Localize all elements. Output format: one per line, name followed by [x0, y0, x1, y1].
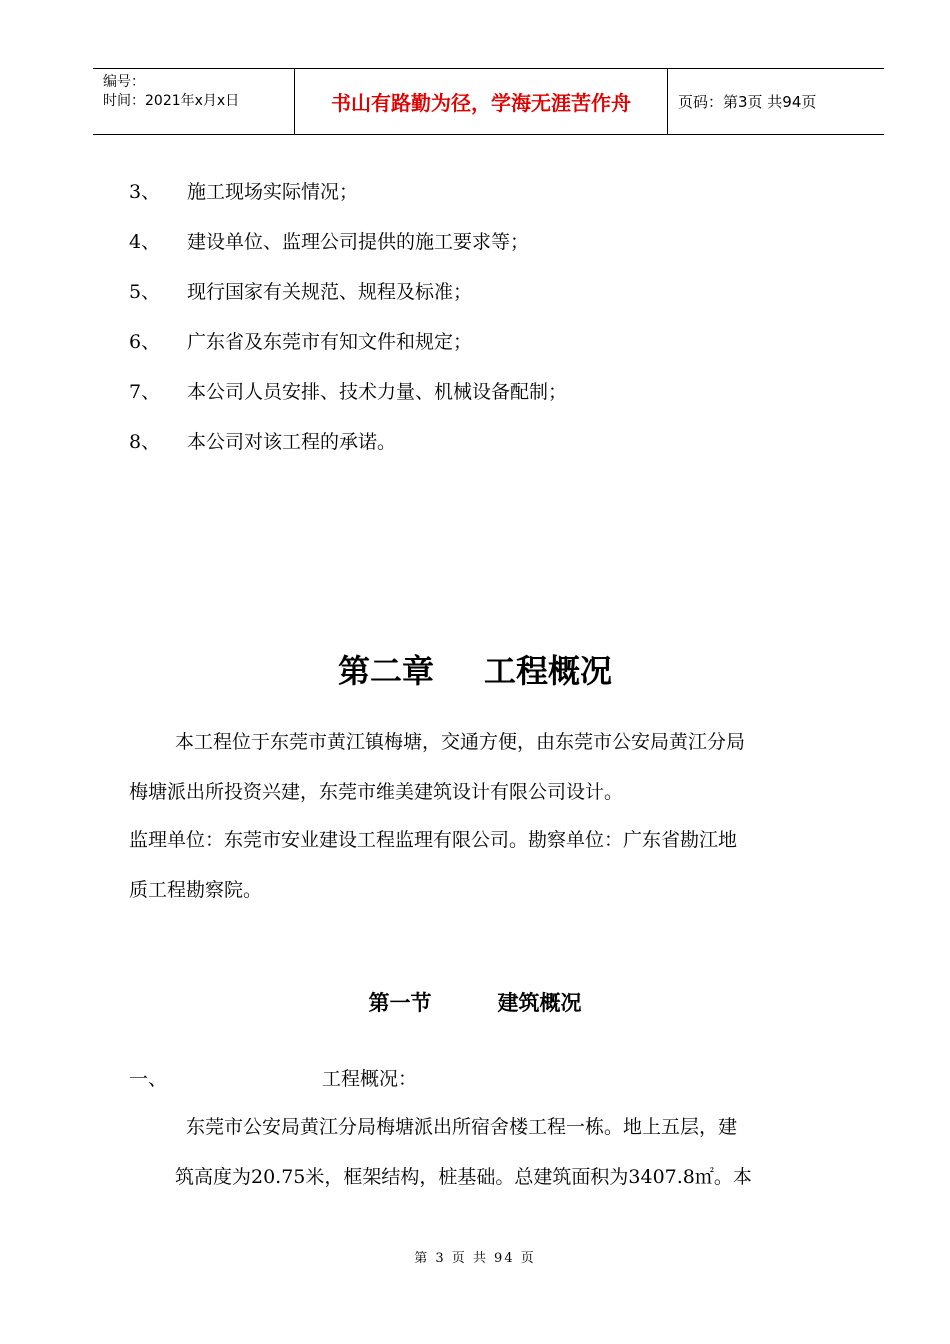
intro-line-1: 本工程位于东莞市黄江镇梅塘，交通方便，由东莞市公安局黄江分局 [175, 731, 746, 753]
chapter-number: 第二章 [337, 652, 434, 690]
list-number: 4、 [129, 231, 161, 253]
intro-line-3: 监理单位：东莞市安业建设工程监理有限公司。勘察单位：广东省勘江地 [129, 829, 738, 851]
chapter-heading [0, 646, 950, 692]
intro-line-2: 梅塘派出所投资兴建，东莞市维美建筑设计有限公司设计。 [129, 781, 624, 803]
list-text: 施工现场实际情况； [187, 181, 359, 203]
list-text: 现行国家有关规范、规程及标准； [187, 281, 473, 303]
body-line-2: 筑高度为20.75米，框架结构，桩基础。总建筑面积为3407.8㎡。本 [175, 1166, 752, 1188]
chapter-title: 工程概况 [484, 652, 613, 690]
section-heading [0, 987, 950, 1017]
list-text: 建设单位、监理公司提供的施工要求等； [187, 231, 530, 253]
list-text: 本公司对该工程的承诺。 [187, 431, 397, 453]
list-item [129, 329, 472, 355]
section-number: 第一节 [368, 991, 432, 1015]
intro-line-4: 质工程勘察院。 [129, 879, 263, 901]
list-number: 5、 [129, 281, 161, 303]
list-item [129, 429, 396, 455]
header-page-info: 页码：第3页 共94页 [678, 93, 817, 111]
list-number: 7、 [129, 381, 161, 403]
list-item [129, 229, 529, 255]
sub-title: 工程概况： [322, 1068, 418, 1090]
list-item [129, 279, 472, 305]
list-number: 6、 [129, 331, 161, 353]
section-title: 建筑概况 [497, 991, 582, 1015]
list-item [129, 379, 567, 405]
body-line-1: 东莞市公安局黄江分局梅塘派出所宿舍楼工程一栋。地上五层，建 [186, 1116, 738, 1138]
time-label: 时间：2021年x月x日 [103, 93, 240, 109]
list-text: 本公司人员安排、技术力量、机械设备配制； [187, 381, 568, 403]
sub-number: 一、 [129, 1068, 168, 1090]
list-number: 8、 [129, 431, 161, 453]
list-text: 广东省及东莞市有知文件和规定； [187, 331, 473, 353]
header-motto: 书山有路勤为径，学海无涯苦作舟 [295, 69, 668, 134]
page-header [93, 68, 884, 135]
page-footer: 第 3 页 共 94 页 [414, 1251, 536, 1266]
list-item [129, 179, 358, 205]
header-meta [93, 69, 295, 134]
code-label: 编号： [103, 74, 145, 90]
list-number: 3、 [129, 181, 161, 203]
